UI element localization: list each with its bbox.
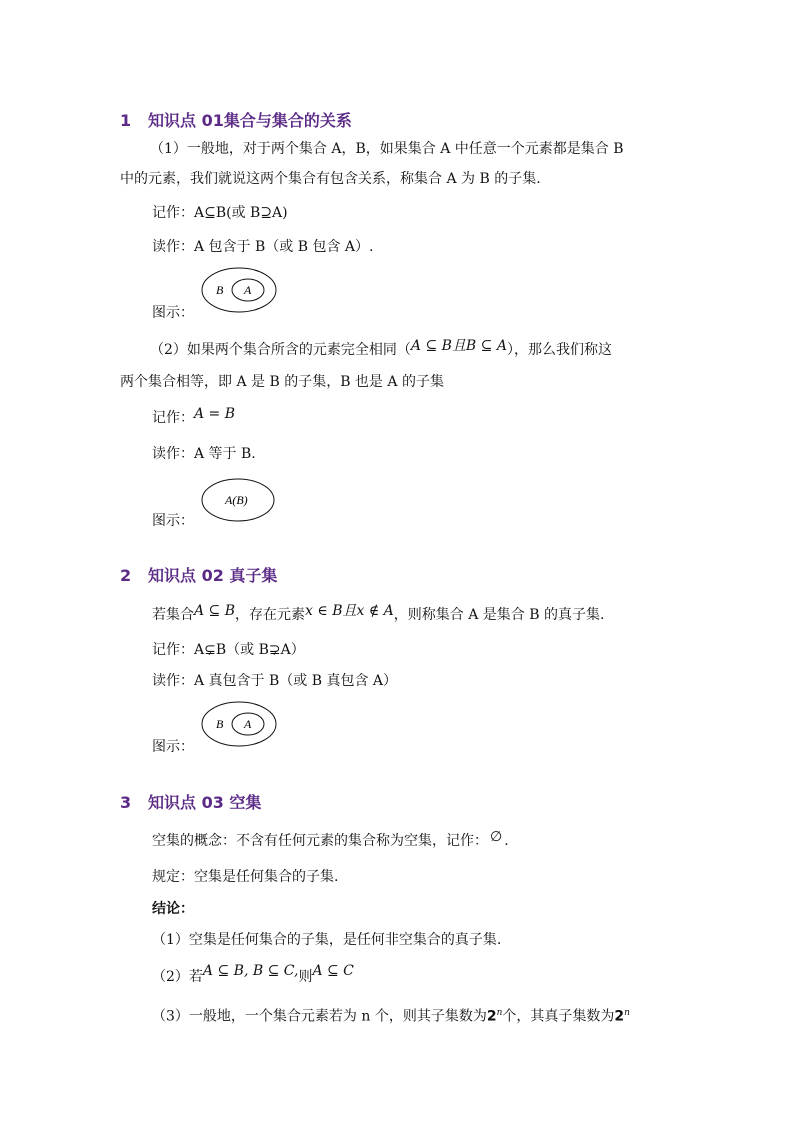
text-run: 记作：	[152, 410, 194, 426]
section-heading-3	[120, 790, 261, 813]
power-exponent: n	[624, 1008, 630, 1018]
power-base: 2	[614, 1008, 625, 1025]
diagram-label: 图示：	[152, 305, 194, 321]
notation-line	[152, 408, 235, 428]
text-run: ，存在元素	[235, 607, 306, 623]
empty-set-symbol: ∅	[490, 829, 503, 845]
section-number: 1	[120, 111, 132, 130]
math-expression: A ⊆ C	[312, 963, 354, 979]
text-run: （2）若	[152, 969, 203, 985]
math-expression: A ⊆ B且B ⊆ A	[410, 338, 507, 354]
section-heading-2	[120, 563, 277, 586]
conclusion-item-3	[152, 1003, 630, 1027]
math-expression: A ⊆ B, B ⊆ C,	[202, 963, 299, 979]
reading-line: 读作：A 等于 B.	[152, 446, 256, 462]
text-run: 个，其真子集数为	[502, 1008, 615, 1025]
reading-line: 读作：A 真包含于 B（或 B 真包含 A）	[152, 673, 398, 689]
set-label-outer: B	[216, 717, 224, 731]
conclusion-label: 结论：	[152, 901, 194, 917]
section-title: 知识点 01集合与集合的关系	[148, 111, 352, 130]
section-heading-1	[120, 108, 352, 131]
diagram-label: 图示：	[152, 739, 194, 755]
math-expression: A = B	[194, 406, 236, 422]
text-run: 若集合	[152, 607, 194, 623]
text-run: ），那么我们称这	[506, 342, 612, 358]
section-title: 知识点 02 真子集	[148, 566, 278, 585]
conclusion-item-2	[152, 963, 354, 987]
text-run: ，则称集合 A 是集合 B 的真子集.	[393, 607, 605, 623]
venn-proper-subset-diagram	[200, 700, 280, 750]
section-number: 3	[120, 793, 132, 812]
paragraph-line	[152, 831, 509, 851]
text-run: 则	[298, 969, 313, 985]
notation-line: 记作：A⊆B(或 B⊇A)	[152, 205, 288, 221]
set-label-outer: B	[216, 283, 224, 297]
paragraph-line	[152, 605, 604, 625]
math-expression: A ⊆ B	[194, 603, 236, 619]
venn-subset-diagram	[200, 266, 280, 316]
rule-line: 规定：空集是任何集合的子集.	[152, 869, 339, 885]
reading-line: 读作：A 包含于 B（或 B 包含 A）.	[152, 239, 374, 255]
paragraph-line: （1）一般地，对于两个集合 A，B，如果集合 A 中任意一个元素都是集合 B	[150, 141, 624, 157]
paragraph-line: 两个集合相等，即 A 是 B 的子集，B 也是 A 的子集	[120, 374, 444, 390]
set-label-inner: A	[244, 283, 252, 297]
text-run: .	[504, 833, 509, 849]
power-exponent: n	[496, 1008, 503, 1018]
text-run: （3）一般地，一个集合元素若为 n 个，则其子集数为	[152, 1008, 487, 1025]
section-number: 2	[120, 566, 132, 585]
diagram-label: 图示：	[152, 513, 194, 529]
math-expression: x ∈ B且x ∉ A	[305, 603, 394, 619]
paragraph-line: 中的元素，我们就说这两个集合有包含关系，称集合 A 为 B 的子集.	[120, 171, 541, 187]
venn-equal-diagram	[200, 477, 278, 525]
text-run: （2）如果两个集合所含的元素完全相同（	[150, 342, 411, 358]
section-title: 知识点 03 空集	[148, 793, 262, 812]
power-base: 2	[486, 1008, 497, 1025]
text-run: 空集的概念：不含有任何元素的集合称为空集，记作：	[152, 833, 488, 849]
paragraph-line	[150, 340, 612, 360]
set-label-equal: A(B)	[225, 493, 248, 507]
notation-line: 记作：A⊊B（或 B⊋A）	[152, 642, 305, 658]
conclusion-item-1: （1）空集是任何集合的子集，是任何非空集合的真子集.	[152, 932, 502, 948]
set-label-inner: A	[244, 717, 252, 731]
